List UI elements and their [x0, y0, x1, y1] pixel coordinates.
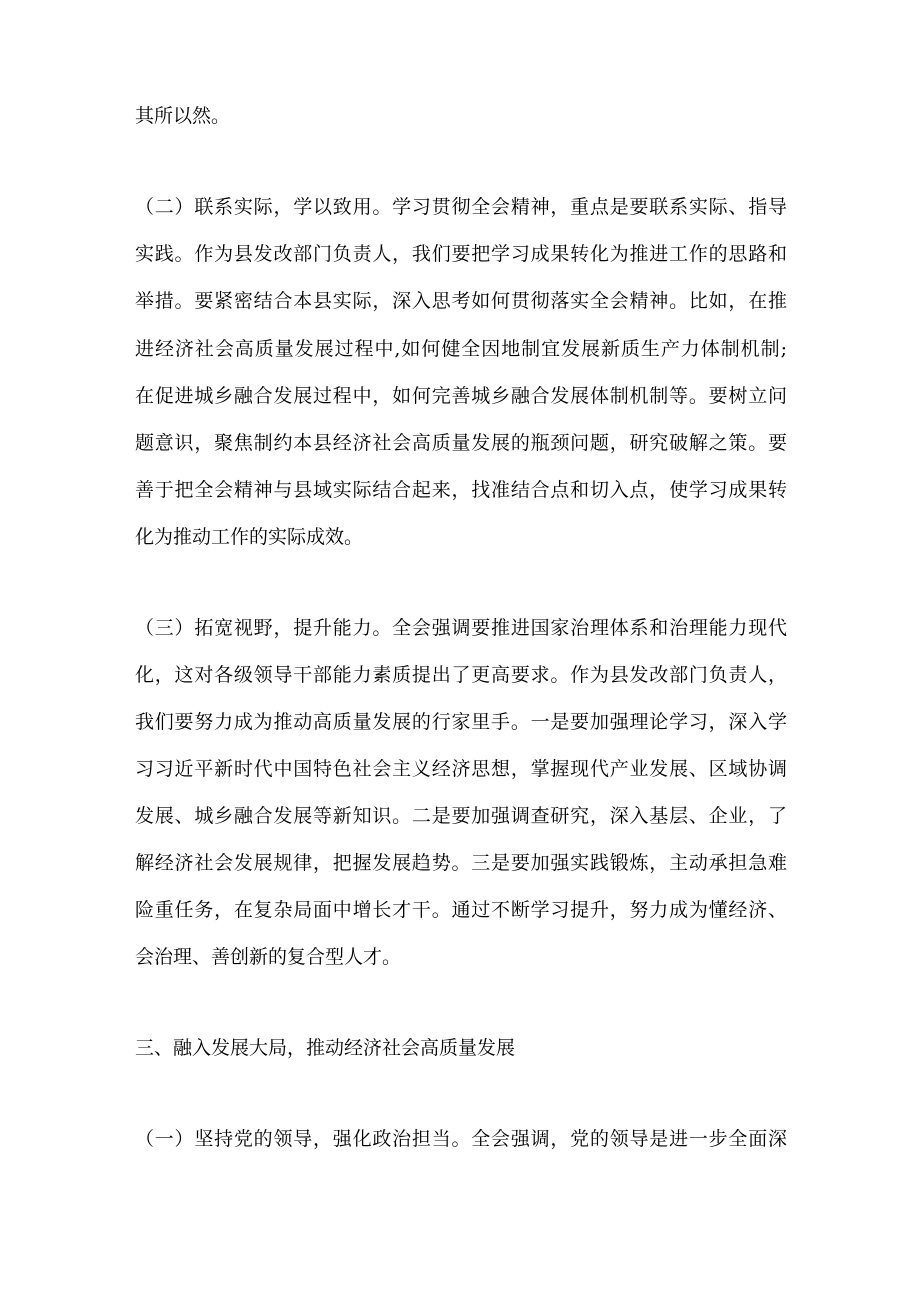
paragraph-2-line-7: 善于把全会精神与县域实际结合起来，找准结合点和切入点，使学习成果转 — [135, 479, 787, 501]
section-heading: 三、融入发展大局，推动经济社会高质量发展 — [135, 1037, 516, 1059]
paragraph-3-line-2: 化，这对各级领导干部能力素质提出了更高要求。作为县发改部门负责人， — [135, 664, 787, 686]
paragraph-2-line-1: （二）联系实际，学以致用。学习贯彻全会精神，重点是要联系实际、指导 — [135, 196, 787, 218]
paragraph-2-line-2: 实践。作为县发改部门负责人，我们要把学习成果转化为推进工作的思路和 — [135, 243, 787, 265]
paragraph-2-line-5: 在促进城乡融合发展过程中，如何完善城乡融合发展体制机制等。要树立问 — [135, 385, 787, 407]
paragraph-2-line-6: 题意识，聚焦制约本县经济社会高质量发展的瓶颈问题，研究破解之策。要 — [135, 432, 787, 454]
paragraph-3-line-8: 会治理、善创新的复合型人才。 — [135, 946, 402, 968]
paragraph-3-line-5: 发展、城乡融合发展等新知识。二是要加强调查研究，深入基层、企业，了 — [135, 805, 787, 827]
paragraph-2-line-4: 进经济社会高质量发展过程中,如何健全因地制宜发展新质生产力体制机制; — [135, 338, 787, 360]
paragraph-4-line-1: （一）坚持党的领导，强化政治担当。全会强调，党的领导是进一步全面深 — [135, 1128, 787, 1150]
paragraph-3-line-3: 我们要努力成为推动高质量发展的行家里手。一是要加强理论学习，深入学 — [135, 711, 787, 733]
paragraph-3-line-7: 险重任务，在复杂局面中增长才干。通过不断学习提升，努力成为懂经济、 — [135, 899, 787, 921]
paragraph-3-line-4: 习习近平新时代中国特色社会主义经济思想，掌握现代产业发展、区域协调 — [135, 758, 787, 780]
paragraph-3-line-1: （三）拓宽视野，提升能力。全会强调要推进国家治理体系和治理能力现代 — [135, 617, 787, 639]
paragraph-3-line-6: 解经济社会发展规律，把握发展趋势。三是要加强实践锻炼，主动承担急难 — [135, 852, 787, 874]
paragraph-2-line-8: 化为推动工作的实际成效。 — [135, 526, 364, 548]
paragraph-2-line-3: 举措。要紧密结合本县实际，深入思考如何贯彻落实全会精神。比如，在推 — [135, 290, 787, 312]
paragraph-fragment-line: 其所以然。 — [135, 105, 231, 127]
